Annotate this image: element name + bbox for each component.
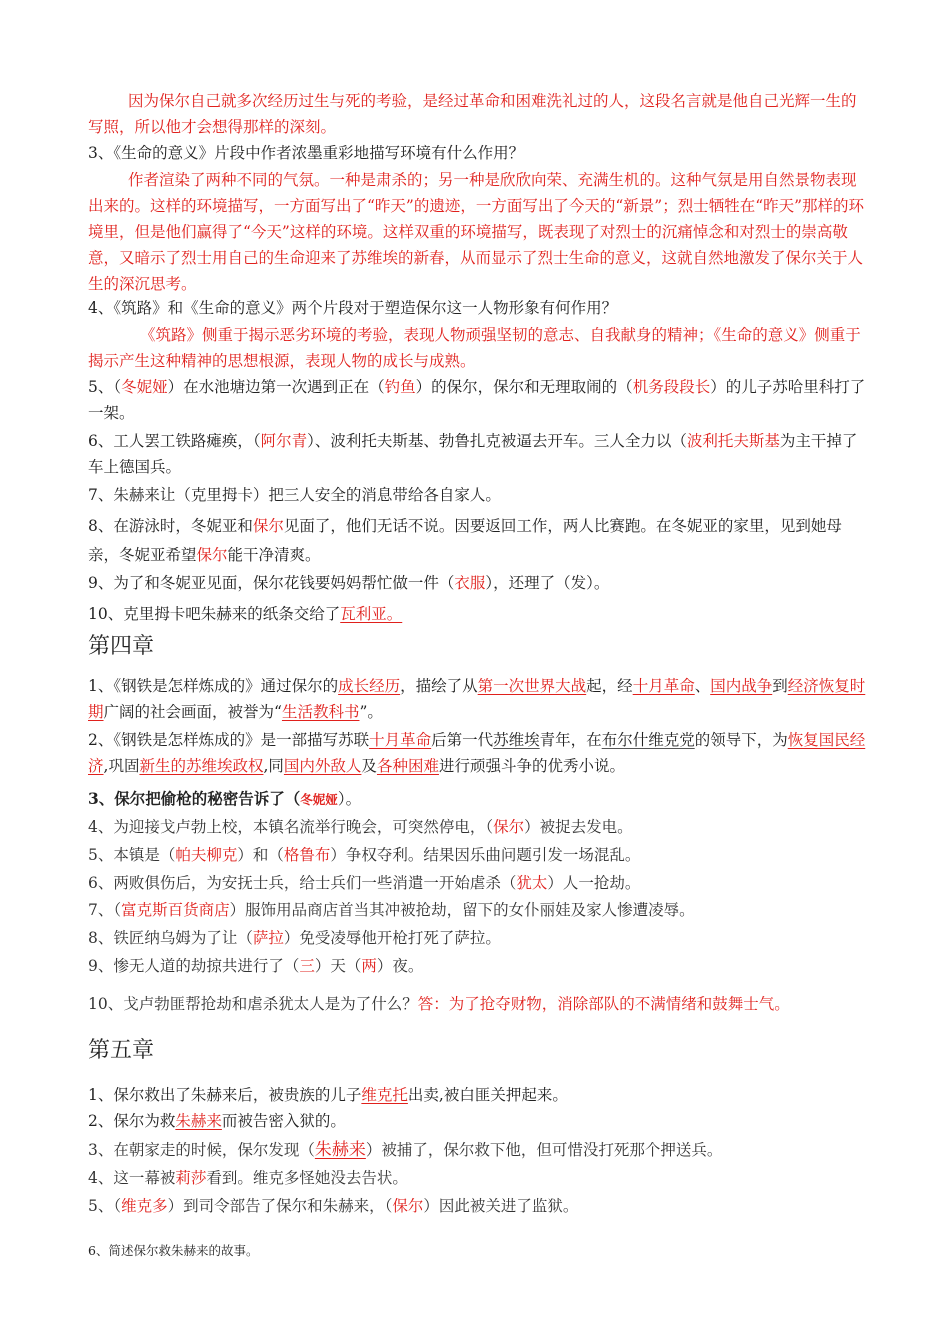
ch5-item-4: 4、这一幕被莉莎看到。维克多怪她没去告状。 xyxy=(88,1169,408,1187)
ch4-item-9: 9、惨无人道的劫掠共进行了（三）天（两）夜。 xyxy=(88,957,424,975)
answer-3: 作者渲染了两种不同的气氛。一种是肃杀的；另一种是欣欣向荣、充满生机的。这种气氛是用自然景物表现出来的。这样的环境描写，一方面写出了“昨天”的遗迹，一方面写出了今天的“新景”；烈士牺牲在“昨天”那样的环境里，但是他们赢得了“今天”这样的环境。这样双重的环境描写，既表现了对烈士的沉痛悼念和对烈士的崇高敬意，又暗示了烈士用自己的生命迎来了苏维埃的新春，从而显示了烈士生命的意义，这就自然地激发了保尔关于人生的深沉思考。 xyxy=(88,171,865,293)
ch4-item-10: 10、戈卢勃匪帮抢劫和虐杀犹太人是为了什么？答：为了抢夺财物，消除部队的不满情绪和鼓舞士气。 xyxy=(88,995,790,1013)
ch4-item-8: 8、铁匠纳乌姆为了让（萨拉）免受凌辱他开枪打死了萨拉。 xyxy=(88,929,501,947)
ch4-item-4: 4、为迎接戈卢勃上校，本镇名流举行晚会，可突然停电，（保尔）被捉去发电。 xyxy=(88,818,633,836)
chapter-4-heading: 第四章 xyxy=(88,634,155,659)
answer-blank: 机务段段长 xyxy=(632,378,711,396)
answer-blank: 瓦利亚。 xyxy=(340,605,403,623)
answer-4: 《筑路》侧重于揭示恶劣环境的考验，表现人物顽强坚韧的意志、自我献身的精神；《生命的意义》侧重于揭示产生这种精神的思想根源，表现人物的成长与成熟。 xyxy=(88,326,861,370)
ch5-item-2: 2、保尔为救朱赫来而被告密入狱的。 xyxy=(88,1112,346,1130)
item-9: 9、为了和冬妮亚见面，保尔花钱要妈妈帮忙做一件（衣服），还理了（发）。 xyxy=(88,574,610,592)
answer-paragraph: 因为保尔自己就多次经历过生与死的考验，是经过革命和困难洗礼过的人，这段名言就是他自己光辉一生的写照，所以他才会想得那样的深刻。 xyxy=(88,92,857,136)
answer-blank: 冬妮娅 xyxy=(121,378,168,396)
answer-blank: 阿尔青 xyxy=(260,432,308,450)
chapter-5-heading: 第五章 xyxy=(88,1038,155,1063)
ch4-item-5: 5、本镇是（帕夫柳克）和（格鲁布）争权夺利。结果因乐曲问题引发一场混乱。 xyxy=(88,846,641,864)
answer-blank: 衣服 xyxy=(454,574,486,592)
ch5-item-6: 6、简述保尔救朱赫来的故事。 xyxy=(88,1243,259,1258)
item-5: 5、（冬妮娅）在水池塘边第一次遇到正在（钓鱼）的保尔，保尔和无理取闹的（机务段段长）的儿子苏哈里科打了一架。 xyxy=(88,378,866,422)
ch4-item-2: 2、《钢铁是怎样炼成的》是一部描写苏联十月革命后第一代苏维埃青年，在布尔什维克党的领导下，为恢复国民经济,巩固新生的苏维埃政权,同国内外敌人及各种困难进行顽强斗争的优秀小说。 xyxy=(88,731,866,775)
question-3: 3、《生命的意义》片段中作者浓墨重彩地描写环境有什么作用？ xyxy=(88,144,525,162)
ch4-item-1: 1、《钢铁是怎样炼成的》通过保尔的成长经历，描绘了从第一次世界大战起，经十月革命、国内战争到经济恢复时期广阔的社会画面，被誉为“生活教科书”。 xyxy=(88,677,866,721)
answer-blank: 保尔 xyxy=(252,517,284,535)
ch4-item-3: 3、保尔把偷枪的秘密告诉了（冬妮娅）。 xyxy=(88,789,362,808)
ch4-item-6: 6、两败俱伤后，为安抚士兵，给士兵们一些消遣一开始虐杀（犹太）人一抢劫。 xyxy=(88,874,641,892)
ch5-item-3: 3、在朝家走的时候，保尔发现（朱赫来）被捕了，保尔救下他，但可惜没打死那个押送兵。 xyxy=(88,1140,723,1160)
answer-blank: 波利托夫斯基 xyxy=(686,432,780,450)
item-8: 8、在游泳时，冬妮亚和保尔见面了，他们无话不说。因要返回工作，两人比赛跑。在冬妮亚的家里，见到她母亲，冬妮亚希望保尔能干净清爽。 xyxy=(88,517,842,564)
ch4-item-7: 7、（富克斯百货商店）服饰用品商店首当其冲被抢劫，留下的女仆丽娃及家人惨遭凌辱。 xyxy=(88,901,695,919)
question-4: 4、《筑路》和《生命的意义》两个片段对于塑造保尔这一人物形象有何作用？ xyxy=(88,299,618,317)
ch5-item-5: 5、（维克多）到司令部告了保尔和朱赫来，（保尔）因此被关进了监狱。 xyxy=(88,1197,579,1215)
answer-blank: 保尔 xyxy=(196,546,228,564)
answer-blank: 钓鱼 xyxy=(384,378,416,396)
item-10: 10、克里拇卡吧朱赫来的纸条交给了瓦利亚。 xyxy=(88,605,403,623)
item-6: 6、工人罢工铁路瘫痪，（阿尔青）、波利托夫斯基、勃鲁扎克被逼去开车。三人全力以（波利托夫斯基为主干掉了车上德国兵。 xyxy=(88,432,858,476)
ch5-item-1: 1、保尔救出了朱赫来后，被贵族的儿子维克托出卖,被白匪关押起来。 xyxy=(88,1086,568,1104)
item-7: 7、朱赫来让（克里拇卡）把三人安全的消息带给各自家人。 xyxy=(88,486,501,504)
